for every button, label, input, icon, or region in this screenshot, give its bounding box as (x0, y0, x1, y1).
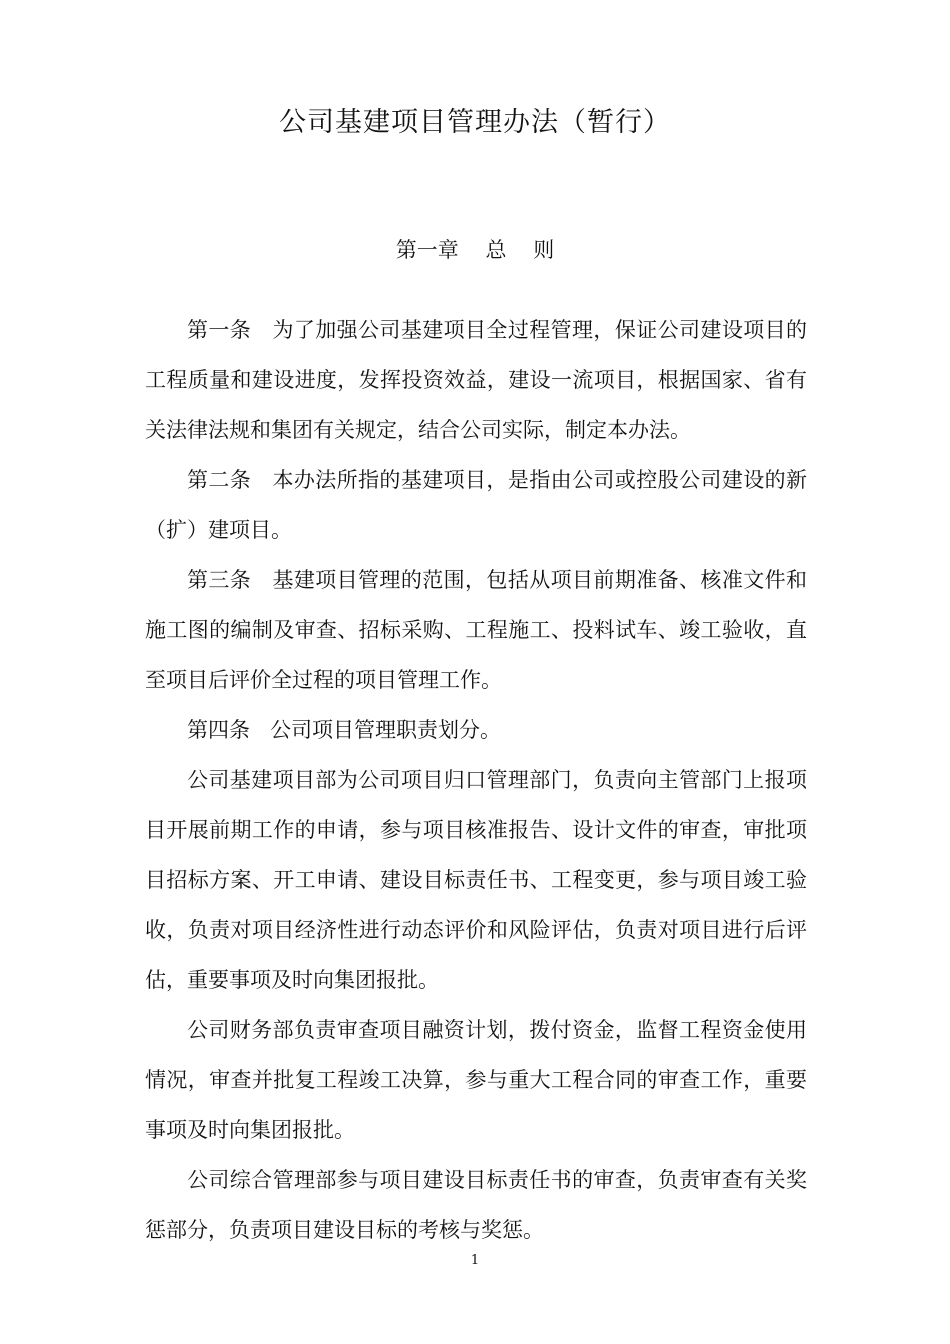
article-label: 第四条 (187, 718, 250, 742)
chapter-heading: 第一章 总 则 (395, 238, 555, 262)
paragraph-text: 公司综合管理部参与项目建设目标责任书的审查，负责审查有关奖惩部分，负责项目建设目标的考核与奖惩。 (145, 1168, 807, 1242)
paragraph-text: 公司财务部负责审查项目融资计划，拨付资金，监督工程资金使用情况，审查并批复工程竣工决算，参与重大工程合同的审查工作，重要事项及时向集团报批。 (145, 1018, 807, 1142)
article-3 (145, 555, 807, 705)
article-text: 为了加强公司基建项目全过程管理，保证公司建设项目的工程质量和建设进度，发挥投资效益，建设一流项目，根据国家、省有关法律法规和集团有关规定，结合公司实际，制定本办法。 (145, 318, 808, 442)
paragraph (145, 1005, 807, 1155)
paragraph-text: 公司基建项目部为公司项目归口管理部门，负责向主管部门上报项目开展前期工作的申请，参与项目核准报告、设计文件的审查，审批项目招标方案、开工申请、建设目标责任书、工程变更，参与项目竣工验收，负责对项目经济性进行动态评价和风险评估，负责对项目进行后评估，重要事项及时向集团报批。 (145, 768, 807, 992)
document-body (145, 305, 807, 1255)
article-label: 第三条 (187, 568, 252, 592)
article-text: 公司项目管理职责划分。 (270, 718, 502, 742)
article-label: 第二条 (187, 468, 252, 492)
article-1 (145, 305, 807, 455)
article-text: 本办法所指的基建项目，是指由公司或控股公司建设的新（扩）建项目。 (145, 468, 808, 542)
article-text: 基建项目管理的范围，包括从项目前期准备、核准文件和施工图的编制及审查、招标采购、工程施工、投料试车、竣工验收，直至项目后评价全过程的项目管理工作。 (145, 568, 808, 692)
article-2 (145, 455, 807, 555)
article-label: 第一条 (187, 318, 252, 342)
document-title: 公司基建项目管理办法（暂行） (279, 107, 671, 138)
paragraph (145, 1155, 807, 1255)
paragraph (145, 755, 807, 1005)
page-number: 1 (470, 1253, 480, 1268)
article-4 (145, 705, 807, 755)
